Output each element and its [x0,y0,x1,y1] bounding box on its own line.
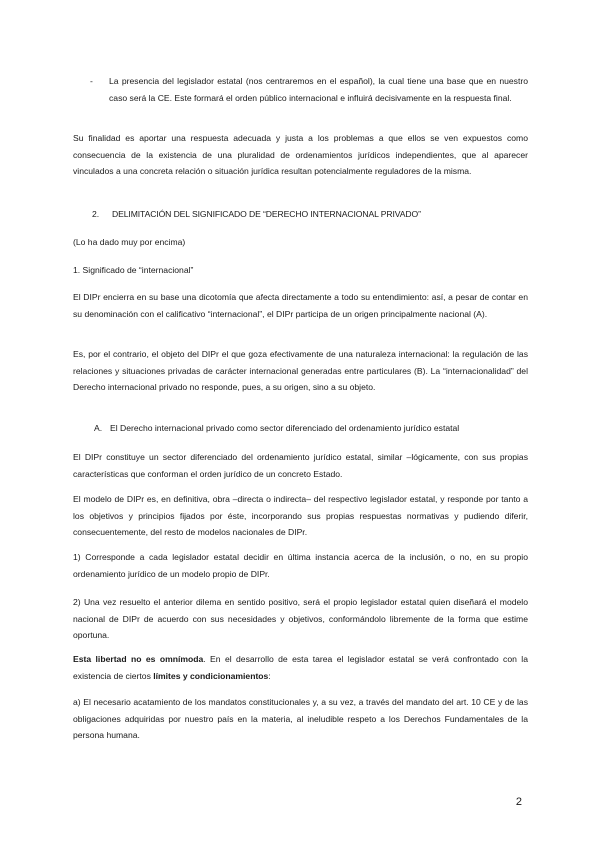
subsection-letter: A. [94,423,103,433]
note-text: (Lo ha dado muy por encima) [73,237,186,247]
bold-phrase-limites: límites y condicionamientos [153,670,269,681]
paragraph-libertad [73,651,528,684]
bullet-item-text: La presencia del legislador estatal (nos centraremos en el español), la cual tiene una base que en nuestro caso será la CE. Este formará el orden público internacional e influirá decisivamente en la respuesta final. [109,76,528,103]
point-a-text: El necesario acatamiento de los mandatos constitucionales y, a su vez, a través del mandato del art. 10 CE y de las obligaciones adquiridas por nuestro país en la materia, al ineludible respeto a los Derechos Fundamentales de la persona humana. [73,697,528,740]
paragraph-libertad-end: : [268,670,271,681]
point-a-label: a) [73,697,81,707]
section-heading: DELIMITACIÓN DEL SIGNIFICADO DE “DERECHO INTERNACIONAL PRIVADO” [112,209,421,219]
bold-phrase-libertad: Esta libertad no es omnímoda [73,654,204,664]
page-number: 2 [515,796,522,808]
bullet-marker: - [90,76,93,86]
paragraph-objeto: Es, por el contrario, el objeto del DIPr el que goza efectivamente de una naturaleza internacional: la regulación de las relaciones y situaciones privadas de carácter internacional generadas entre particulares (B). La “internacionalidad” del Derecho internacional privado no responde, pues, a su origen, sino a su objeto. [73,349,528,392]
point-a [73,694,528,744]
paragraph-sector: El DIPr constituye un sector diferenciado del ordenamiento jurídico estatal, similar –lógicamente, con sus propias características que conforman el orden jurídico de un concreto Estado. [73,452,528,479]
paragraph-dicotomia: El DIPr encierra en su base una dicotomía que afecta directamente a todo su entendimiento: así, a pesar de contar en su denominación con el calificativo “internacional”, el DIPr participa de un origen principalmente nacional (A). [73,292,528,319]
paragraph-finalidad: Su finalidad es aportar una respuesta adecuada y justa a los problemas a que ellos se ven expuestos como consecuencia de la existencia de una pluralidad de ordenamientos jurídicos independientes, que al aparecer vinculados a una concreta relación o situación jurídica resultan potencialmente reguladores de la misma. [73,133,528,176]
subsection-heading: 1. Significado de “internacional” [73,265,194,275]
point-1: 1) Corresponde a cada legislador estatal decidir en última instancia acerca de la inclusión, o no, en su propio ordenamiento jurídico de un modelo propio de DIPr. [73,552,528,579]
paragraph-modelo: El modelo de DIPr es, en definitiva, obra –directa o indirecta– del respectivo legislador estatal, y responde por tanto a los objetivos y principios fijados por éste, incorporando sus propias respuestas normativas y pudiendo diferir, consecuentemente, del resto de modelos nacionales de DIPr. [73,494,528,537]
point-2: 2) Una vez resuelto el anterior dilema en sentido positivo, será el propio legislador estatal quien diseñará el modelo nacional de DIPr de acuerdo con sus necesidades y objetivos, conformándolo libremente de la forma que estime oportuna. [73,597,528,640]
paragraph-libertad-middle: . En el desarrollo de esta tarea el legislador estatal se verá confrontado con la existencia de ciertos [73,654,528,681]
subsection-a-heading: El Derecho internacional privado como sector diferenciado del ordenamiento jurídico estatal [110,423,460,433]
section-number: 2. [92,209,100,219]
